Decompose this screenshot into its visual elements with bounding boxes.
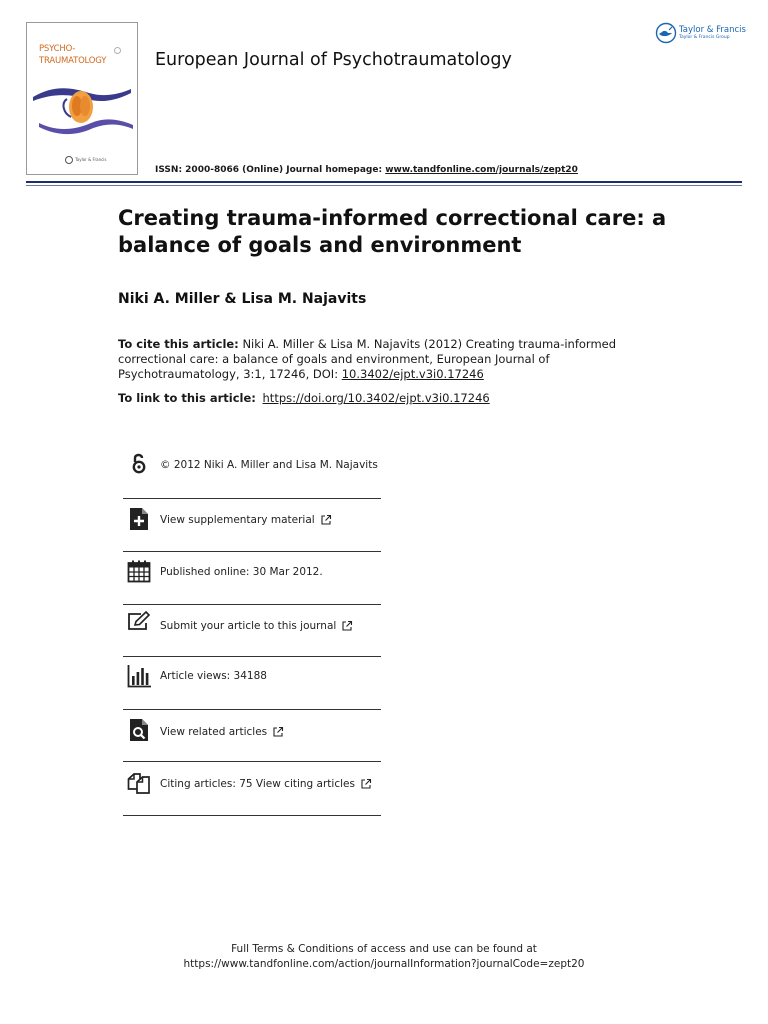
cover-publisher: Taylor & Francis [65, 156, 107, 164]
supplementary-file-icon [127, 507, 151, 531]
external-link-icon [320, 514, 332, 526]
publisher-group: Taylor & Francis Group [679, 35, 730, 40]
submit-edit-icon [127, 611, 151, 635]
issn-line [155, 165, 578, 175]
terms-url[interactable]: https://www.tandfonline.com/action/journalInformation?journalCode=zept20 [183, 958, 585, 970]
citing-articles-icon [127, 771, 151, 795]
open-access-icon [127, 451, 151, 475]
copyright-text: © 2012 Niki A. Miller and Lisa M. Najavits [160, 459, 378, 471]
info-row-related[interactable] [123, 710, 381, 762]
submit-article-link[interactable]: Submit your article to this journal [160, 620, 353, 632]
external-link-icon [341, 620, 353, 632]
cover-badge-icon [114, 47, 121, 54]
cover-title-line1: PSYCHO- [39, 44, 76, 54]
external-link-icon [272, 726, 284, 738]
bar-chart-icon [127, 664, 151, 688]
citing-articles-link[interactable]: Citing articles: 75 View citing articles [160, 778, 372, 790]
cover-title-line2: TRAUMATOLOGY [39, 56, 107, 66]
published-date: Published online: 30 Mar 2012. [160, 566, 323, 578]
terms-line: Full Terms & Conditions of access and use can be found at [231, 943, 537, 955]
info-row-supplementary[interactable] [123, 499, 381, 552]
terms-footer [0, 942, 768, 972]
link-label: To link to this article: [118, 391, 256, 405]
article-title: Creating trauma-informed correctional care: a balance of goals and environment [118, 206, 667, 257]
journal-cover[interactable] [26, 22, 138, 175]
info-row-published [123, 552, 381, 605]
doi-link[interactable]: 10.3402/ejpt.v3i0.17246 [341, 367, 484, 381]
issn-text: ISSN: 2000-8066 (Online) Journal homepage: [155, 165, 383, 175]
cite-label: To cite this article: [118, 337, 239, 351]
supplementary-link[interactable]: View supplementary material [160, 514, 332, 526]
article-info-list [123, 445, 381, 816]
info-row-submit[interactable] [123, 605, 381, 657]
related-articles-icon [127, 718, 151, 742]
publisher-lamp-icon [655, 22, 677, 44]
publisher-logo[interactable] [655, 22, 746, 44]
cover-artwork-icon [31, 75, 135, 137]
cover-subtitle: · · · · · · · · [37, 38, 52, 42]
external-link-icon [360, 778, 372, 790]
citation-block [118, 337, 638, 382]
journal-homepage-link[interactable]: www.tandfonline.com/journals/zept20 [385, 165, 578, 175]
article-link-line [118, 391, 490, 406]
calendar-icon [127, 559, 151, 583]
publisher-name: Taylor & Francis [679, 25, 746, 35]
header-divider [26, 181, 742, 183]
related-articles-link[interactable]: View related articles [160, 726, 284, 738]
cite-text: Niki A. Miller & Lisa M. Najavits (2012) Creating trauma-informed correctional care: a balance of goals and environment, European Journal of Psychotraumatology, 3:1, 17246, DOI: [118, 337, 617, 381]
article-doi-url[interactable]: https://doi.org/10.3402/ejpt.v3i0.17246 [262, 391, 490, 405]
info-row-citing[interactable] [123, 762, 381, 816]
info-row-views [123, 657, 381, 710]
header-divider-thin [26, 185, 742, 186]
article-authors: Niki A. Miller & Lisa M. Najavits [118, 291, 367, 307]
info-row-copyright [123, 445, 381, 499]
article-views: Article views: 34188 [160, 670, 267, 682]
journal-title[interactable]: European Journal of Psychotraumatology [155, 50, 512, 70]
